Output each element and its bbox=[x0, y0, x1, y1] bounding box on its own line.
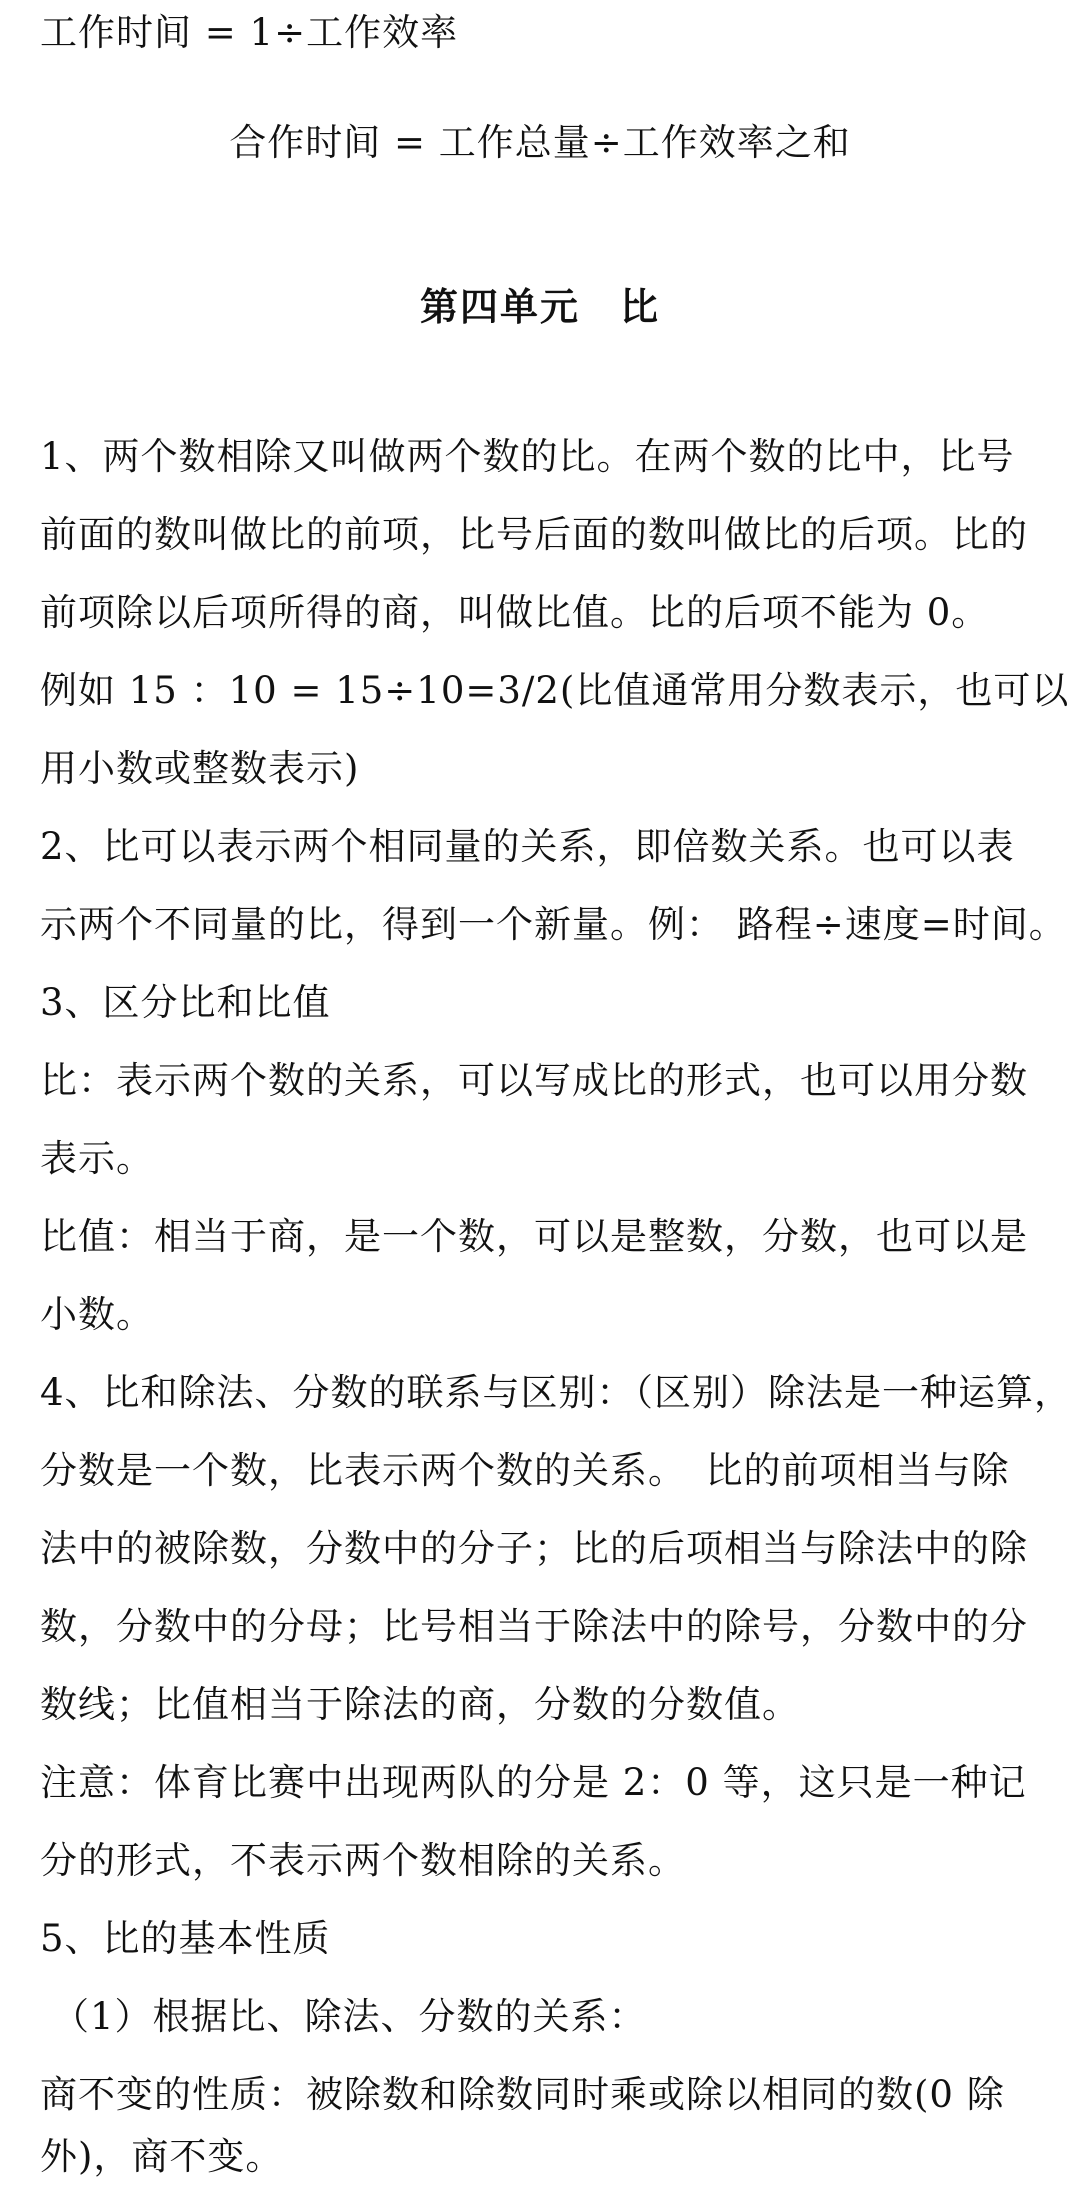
text-line: 表示。 bbox=[40, 1137, 154, 1180]
text-line: 1、两个数相除又叫做两个数的比。在两个数的比中，比号 bbox=[40, 435, 1015, 478]
text-line: 分数是一个数，比表示两个数的关系。 比的前项相当与除 bbox=[40, 1449, 1010, 1492]
text-line: 用小数或整数表示) bbox=[40, 747, 360, 790]
text-line: 外)，商不变。 bbox=[40, 2135, 284, 2178]
text-line: 小数。 bbox=[40, 1293, 154, 1336]
text-line: 法中的被除数，分数中的分子；比的后项相当与除法中的除 bbox=[40, 1527, 1028, 1570]
text-line: 分的形式，不表示两个数相除的关系。 bbox=[40, 1839, 686, 1882]
text-line: 前面的数叫做比的前项，比号后面的数叫做比的后项。比的 bbox=[40, 513, 1028, 556]
text-line: 2、比可以表示两个相同量的关系，即倍数关系。也可以表 bbox=[40, 825, 1015, 868]
text-line: 注意：体育比赛中出现两队的分是 2：0 等，这只是一种记 bbox=[40, 1761, 1027, 1804]
text-line: 例如 15 ：10 = 15÷10=3/2(比值通常用分数表示，也可以 bbox=[40, 669, 1070, 712]
text-line: 比值：相当于商，是一个数，可以是整数，分数，也可以是 bbox=[40, 1215, 1028, 1258]
text-line: 数，分数中的分母；比号相当于除法中的除号，分数中的分 bbox=[40, 1605, 1028, 1648]
text-line: （1）根据比、除法、分数的关系： bbox=[52, 1995, 647, 2038]
text-line: 4、比和除法、分数的联系与区别：（区别）除法是一种运算， bbox=[40, 1371, 1073, 1414]
text-line: 前项除以后项所得的商，叫做比值。比的后项不能为 0。 bbox=[40, 591, 990, 634]
text-line: 5、比的基本性质 bbox=[40, 1917, 331, 1960]
formula-cooperation-time: 合作时间 = 工作总量÷工作效率之和 bbox=[229, 121, 851, 164]
text-line: 3、区分比和比值 bbox=[40, 981, 331, 1024]
unit-title: 第四单元 比 bbox=[419, 285, 660, 329]
text-line: 数线；比值相当于除法的商，分数的分数值。 bbox=[40, 1683, 800, 1726]
formula-work-time: 工作时间 = 1÷工作效率 bbox=[40, 11, 459, 54]
text-line: 比：表示两个数的关系，可以写成比的形式，也可以用分数 bbox=[40, 1059, 1028, 1102]
text-line: 商不变的性质：被除数和除数同时乘或除以相同的数(0 除 bbox=[40, 2073, 1005, 2116]
text-line: 示两个不同量的比，得到一个新量。例： 路程÷速度=时间。 bbox=[40, 903, 1067, 946]
